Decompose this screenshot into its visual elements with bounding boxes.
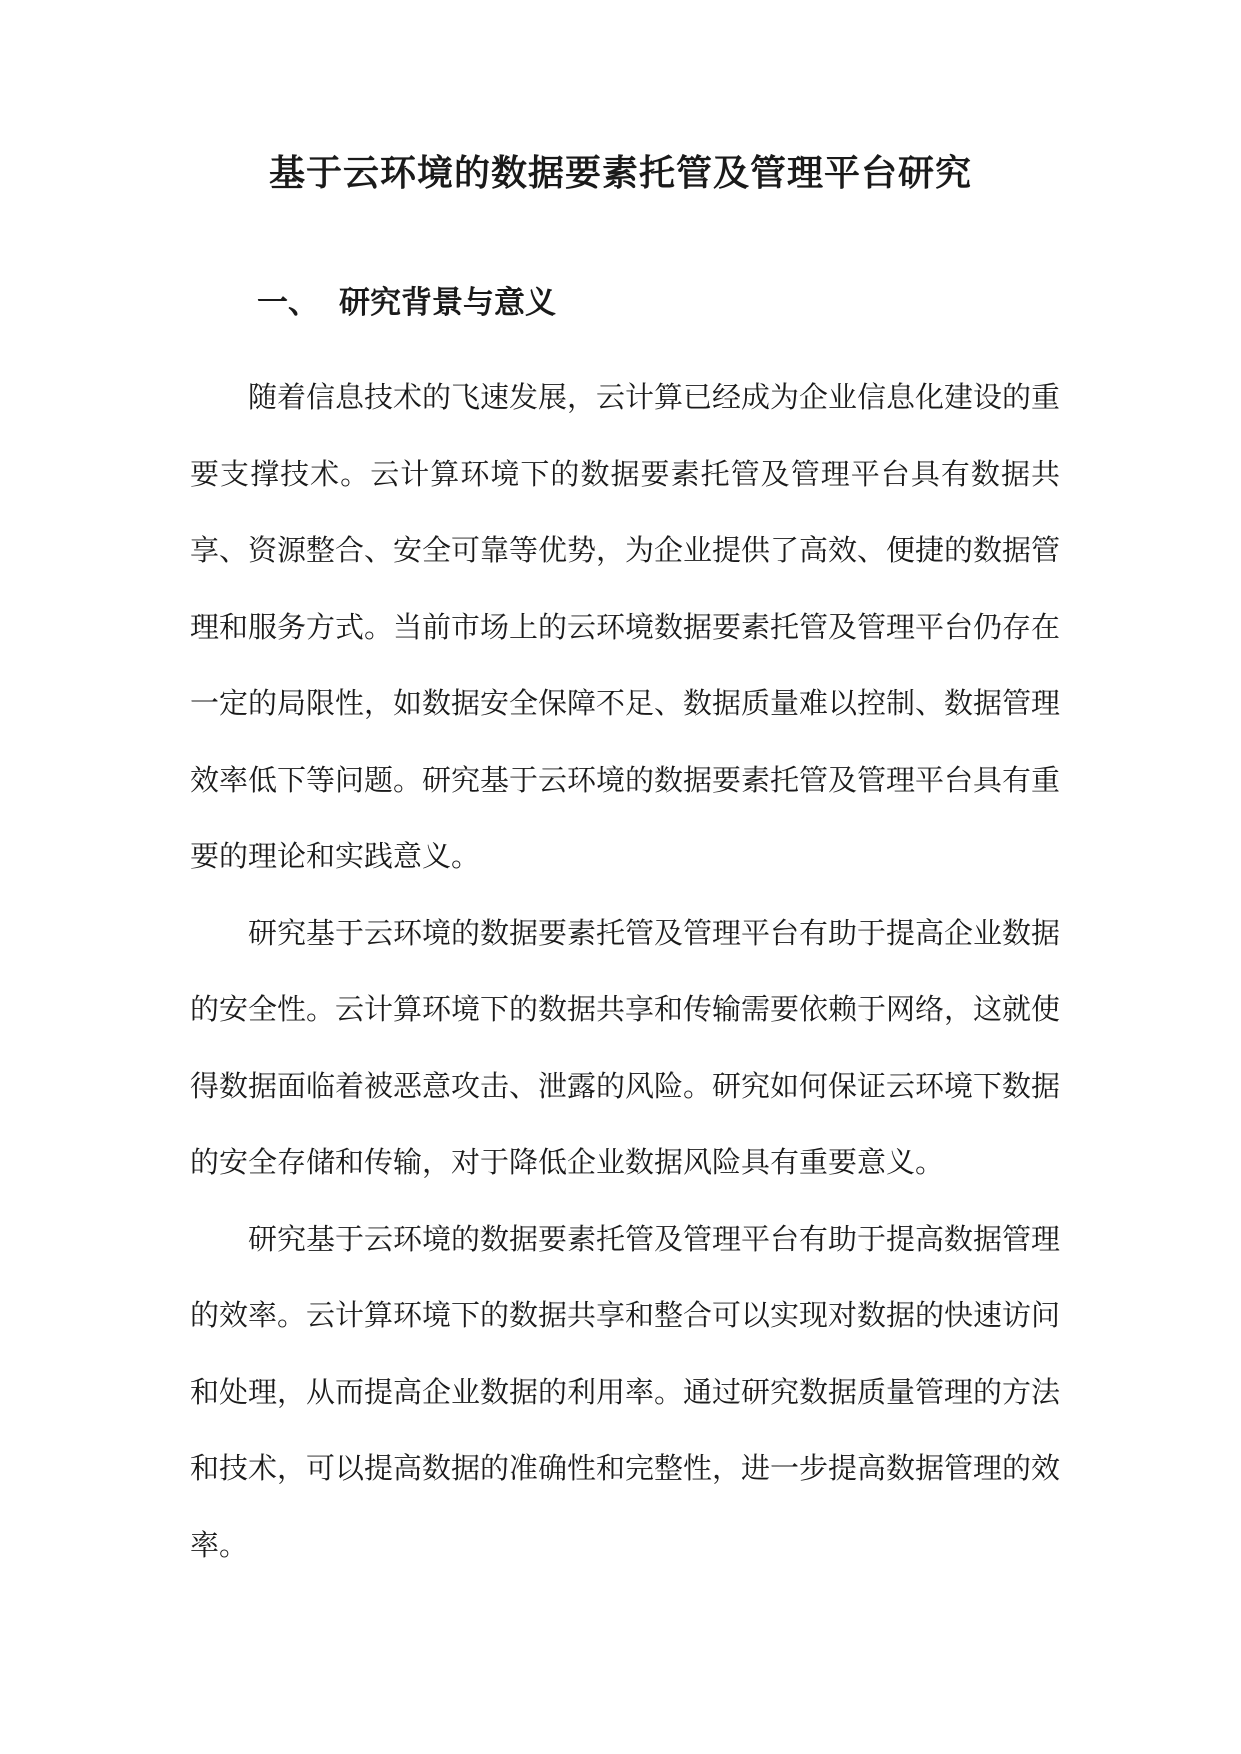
paragraph: 随着信息技术的飞速发展，云计算已经成为企业信息化建设的重要支撑技术。云计算环境下的数据要素托管及管理平台具有数据共享、资源整合、安全可靠等优势，为企业提供了高效、便捷的数据管理和服务方式。当前市场上的云环境数据要素托管及管理平台仍存在一定的局限性，如数据安全保障不足、数据质量难以控制、数据管理效率低下等问题。研究基于云环境的数据要素托管及管理平台具有重要的理论和实践意义。 (190, 380, 1061, 873)
section-heading-text: 研究背景与意义 (339, 285, 556, 321)
section-number: 一、 (257, 285, 319, 321)
paragraph: 研究基于云环境的数据要素托管及管理平台有助于提高企业数据的安全性。云计算环境下的数据共享和传输需要依赖于网络，这就使得数据面临着被恶意攻击、泄露的风险。研究如何保证云环境下数据的安全存储和传输，对于降低企业数据风险具有重要意义。 (190, 915, 1061, 1179)
section-heading (257, 280, 556, 326)
document-title: 基于云环境的数据要素托管及管理平台研究 (268, 152, 972, 194)
paragraph: 研究基于云环境的数据要素托管及管理平台有助于提高数据管理的效率。云计算环境下的数据共享和整合可以实现对数据的快速访问和处理，从而提高企业数据的利用率。通过研究数据质量管理的方法和技术，可以提高数据的准确性和完整性，进一步提高数据管理的效率。 (190, 1221, 1061, 1562)
document-body (190, 359, 1060, 1583)
